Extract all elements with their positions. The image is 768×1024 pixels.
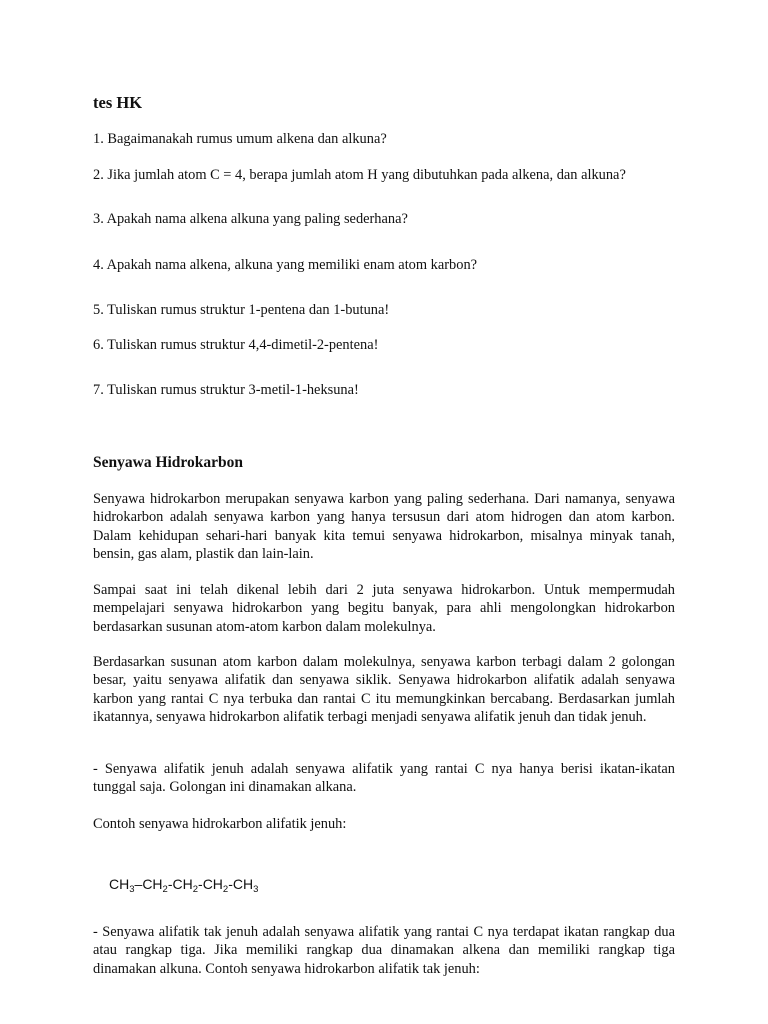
paragraph-classification: Sampai saat ini telah dikenal lebih dari 2 juta senyawa hidrokarbon. Untuk mempermudah mempelajari senyawa hidrokarbon yang begitu banyak, para ahli mengolongkan hidrokarbon berdasarkan susunan atom-atom karbon dalam molekulnya. bbox=[93, 582, 675, 635]
formula-part: -CH bbox=[228, 876, 254, 892]
paragraph-tak-jenuh: - Senyawa alifatik tak jenuh adalah senyawa alifatik yang rantai C nya terdapat ikatan rangkap dua atau rangkap tiga. Jika memiliki rangkap dua dinamakan alkena dan memiliki rangkap tiga dinamakan alkuna. Contoh senyawa hidrokarbon alifatik tak jenuh: bbox=[93, 924, 675, 977]
paragraph-intro: Senyawa hidrokarbon merupakan senyawa karbon yang paling sederhana. Dari namanya, senyawa hidrokarbon adalah senyawa karbon yang hanya tersusun dari atom hidrogen dan atom karbon. Dalam kehidupan sehari-hari banyak kita temui senyawa hidrokarbon, misalnya minyak tanah, bensin, gas alam, plastik dan lain-lain. bbox=[93, 491, 675, 562]
question-2: 2. Jika jumlah atom C = 4, berapa jumlah atom H yang dibutuhkan pada alkena, dan alkuna? bbox=[93, 167, 626, 183]
formula-part: -CH bbox=[167, 876, 193, 892]
formula-part: -CH bbox=[198, 876, 223, 892]
page-title: tes HK bbox=[93, 93, 143, 112]
section-heading: Senyawa Hidrokarbon bbox=[93, 454, 244, 471]
chemical-formula-pentane bbox=[109, 876, 258, 895]
formula-subscript: 2 bbox=[192, 884, 199, 895]
question-3: 3. Apakah nama alkena alkuna yang paling sederhana? bbox=[93, 211, 408, 227]
question-1: 1. Bagaimanakah rumus umum alkena dan alkuna? bbox=[93, 131, 387, 147]
formula-subscript: 3 bbox=[129, 884, 135, 895]
formula-subscript: 2 bbox=[222, 884, 229, 895]
formula-part: –CH bbox=[134, 876, 163, 892]
question-5: 5. Tuliskan rumus struktur 1-pentena dan 1-butuna! bbox=[93, 302, 390, 318]
question-7: 7. Tuliskan rumus struktur 3-metil-1-heksuna! bbox=[93, 382, 359, 398]
paragraph-jenuh: - Senyawa alifatik jenuh adalah senyawa alifatik yang rantai C nya hanya berisi ikatan-ikatan tunggal saja. Golongan ini dinamakan alkana. bbox=[93, 761, 675, 796]
question-6: 6. Tuliskan rumus struktur 4,4-dimetil-2-pentena! bbox=[93, 337, 379, 353]
formula-subscript: 2 bbox=[162, 884, 168, 895]
formula-part: CH bbox=[109, 876, 130, 892]
paragraph-contoh-jenuh: Contoh senyawa hidrokarbon alifatik jenuh: bbox=[93, 816, 347, 832]
paragraph-alifatik: Berdasarkan susunan atom karbon dalam molekulnya, senyawa karbon terbagi dalam 2 golongan besar, yaitu senyawa alifatik dan senyawa siklik. Senyawa hidrokarbon alifatik adalah senyawa karbon yang rantai C nya terbuka dan rantai C itu memungkinkan bercabang. Berdasarkan jumlah ikatannya, senyawa hidrokarbon alifatik terbagi menjadi senyawa alifatik jenuh dan tidak jenuh. bbox=[93, 654, 675, 725]
formula-subscript: 3 bbox=[253, 884, 259, 895]
question-4: 4. Apakah nama alkena, alkuna yang memiliki enam atom karbon? bbox=[93, 257, 478, 273]
